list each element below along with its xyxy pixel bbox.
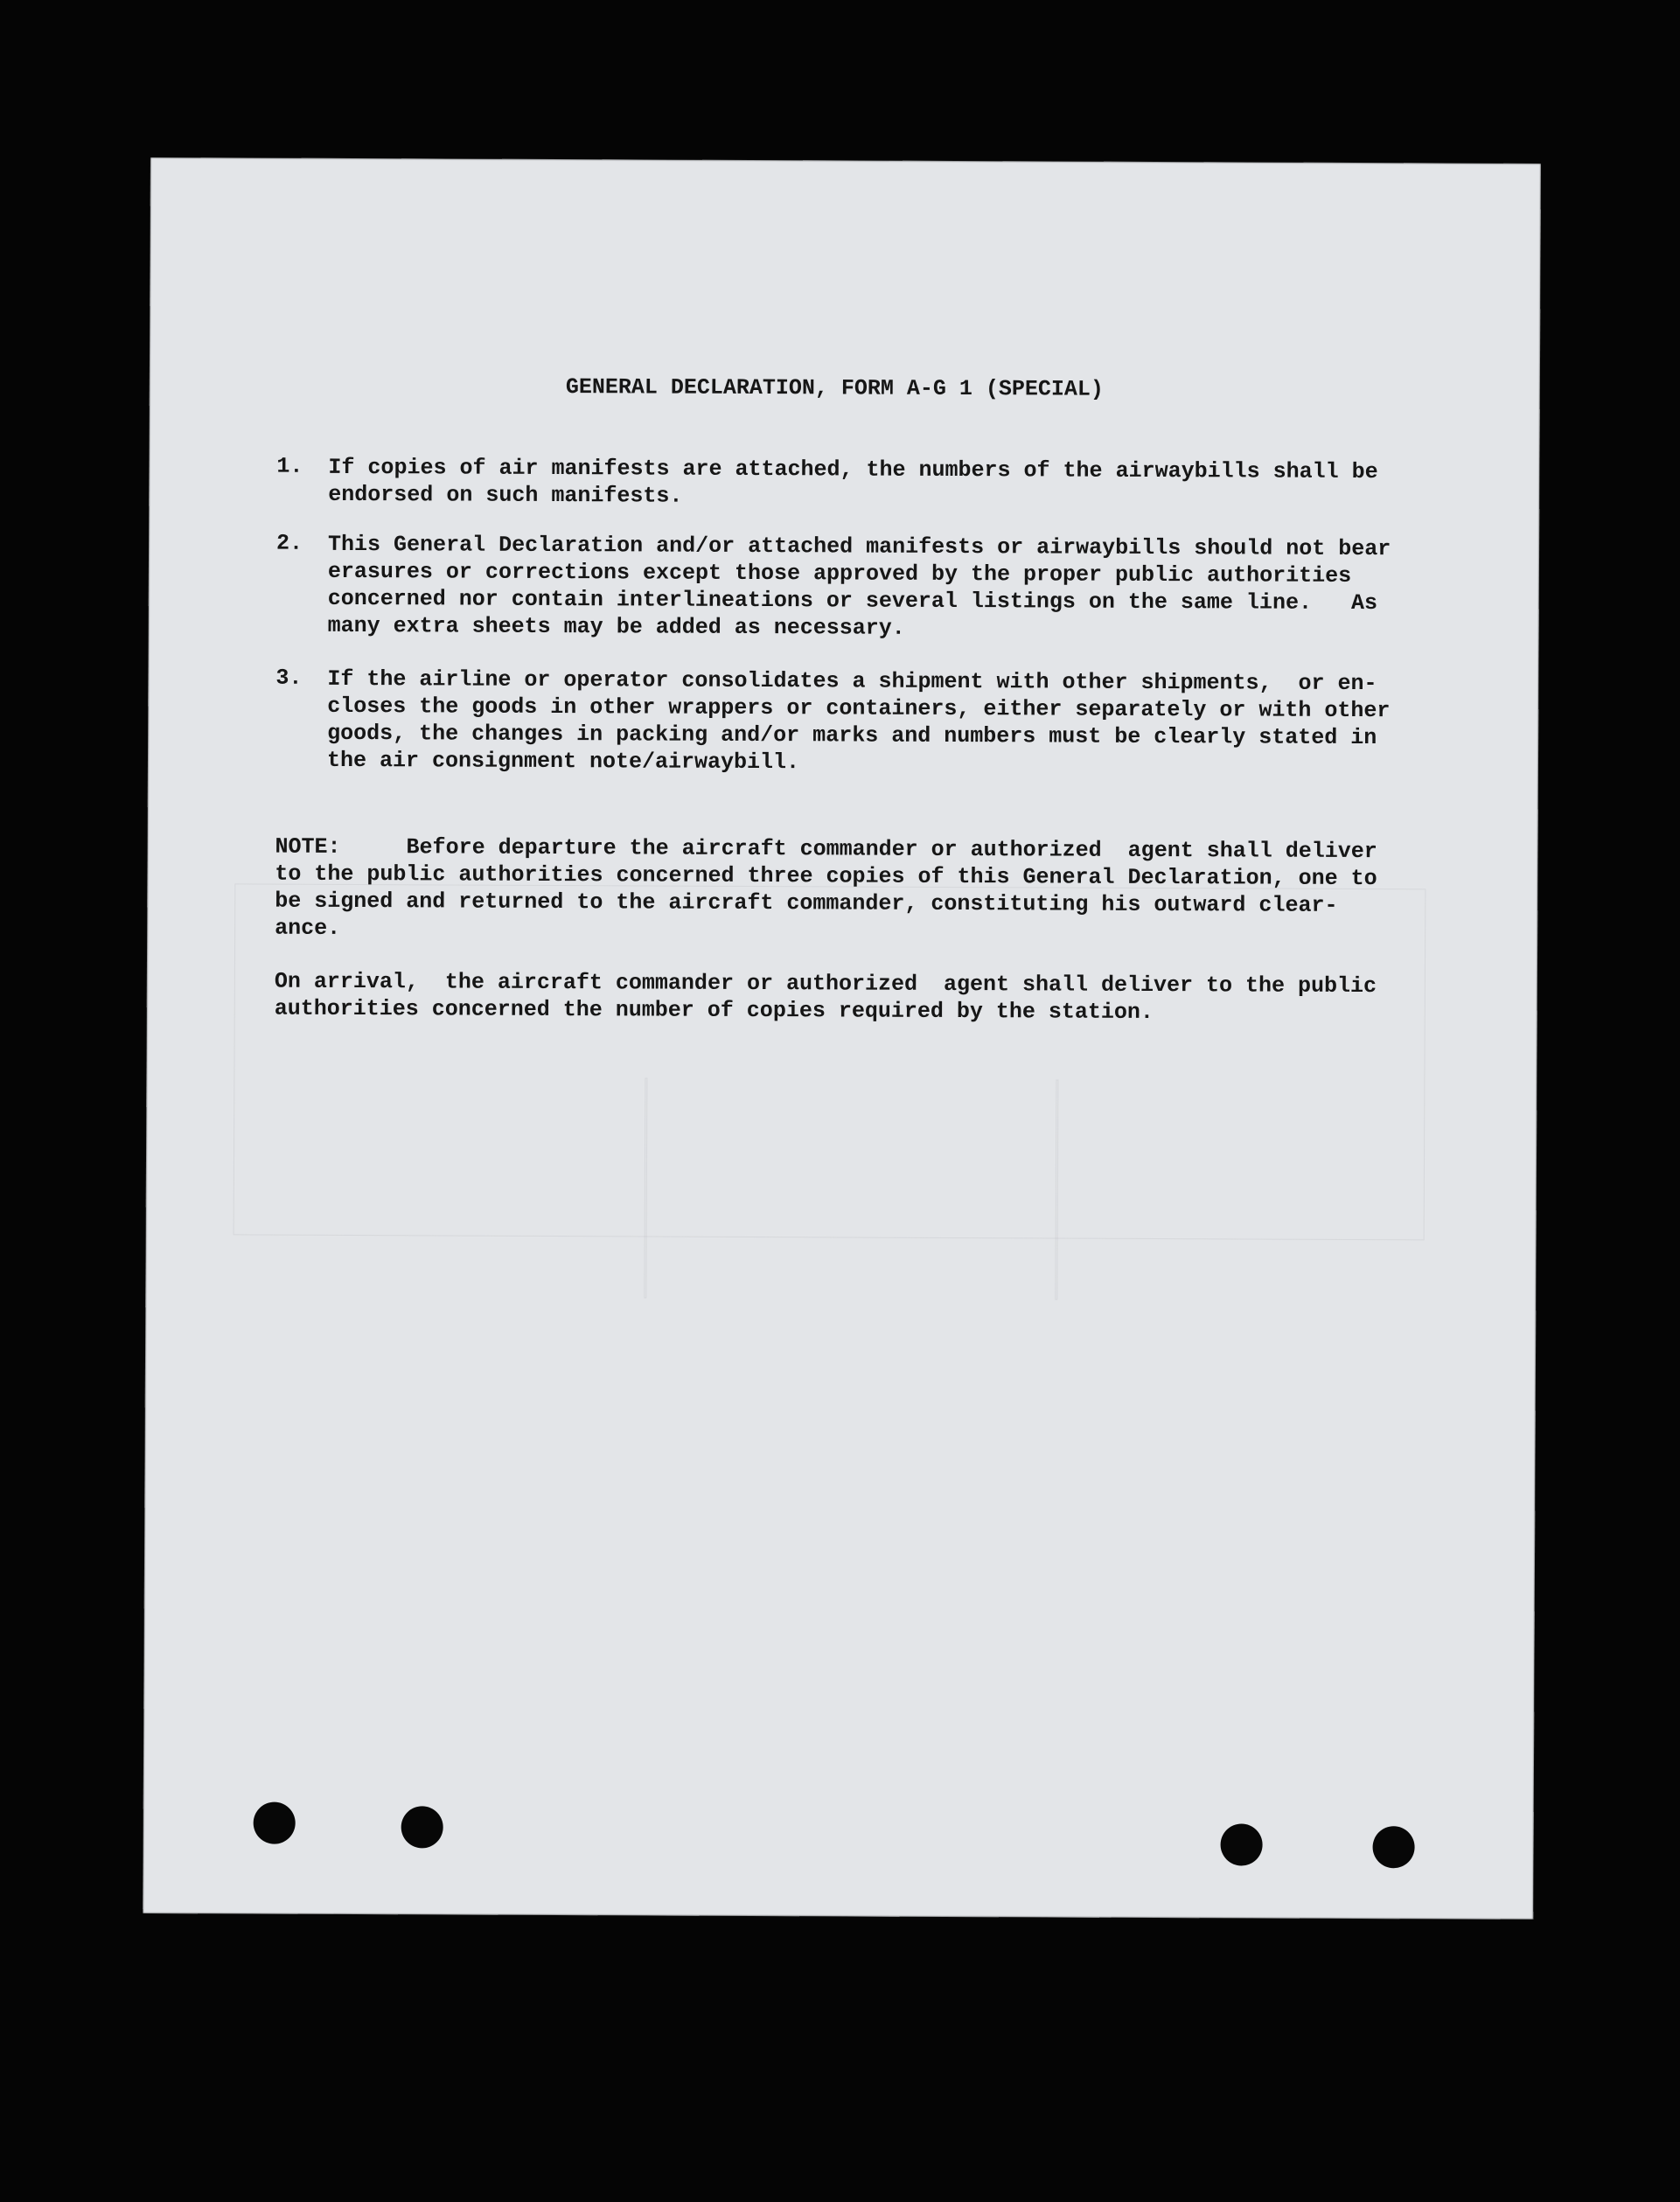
punch-hole (1372, 1826, 1414, 1868)
note-paragraph: NOTE: Before departure the aircraft commander or authorized agent shall deliver to the public authorities concerned three copies of this General Declaration, one to be signed and returned to the aircraft commander, constituting his outward clear- ance. (275, 833, 1377, 941)
item-text-1: If copies of air manifests are attached, the numbers of the airwaybills shall be endorsed on such manifests. (328, 454, 1378, 509)
item-number-2: 2. (276, 530, 303, 556)
bleed-through-line (1055, 1080, 1058, 1300)
paper-sheet (143, 157, 1541, 1920)
punch-hole (1220, 1823, 1262, 1865)
item-number-3: 3. (275, 665, 303, 691)
punch-hole (401, 1806, 443, 1848)
bleed-through-line (644, 1077, 647, 1298)
item-text-3: If the airline or operator consolidates a shipment with other shipments, or en- closes the goods in other wrappers or containers, either separately or with other goods, the changes in packing and/or marks and numbers must be clearly stated in the air consignment note/airwaybill. (326, 665, 1391, 776)
punch-hole (254, 1802, 296, 1844)
item-text-2: This General Declaration and/or attached manifests or airwaybills should not bear erasures or corrections except those approved by the proper public authorities concerned nor contain interlineations or several listings on the same line. As many extra sheets may be added as necessary. (327, 531, 1391, 641)
arrival-paragraph: On arrival, the aircraft commander or authorized agent shall deliver to the public authorities concerned the number of copies required by the station. (274, 968, 1377, 1026)
document-title: GENERAL DECLARATION, FORM A-G 1 (SPECIAL) (565, 374, 1105, 402)
item-number-1: 1. (276, 453, 303, 479)
